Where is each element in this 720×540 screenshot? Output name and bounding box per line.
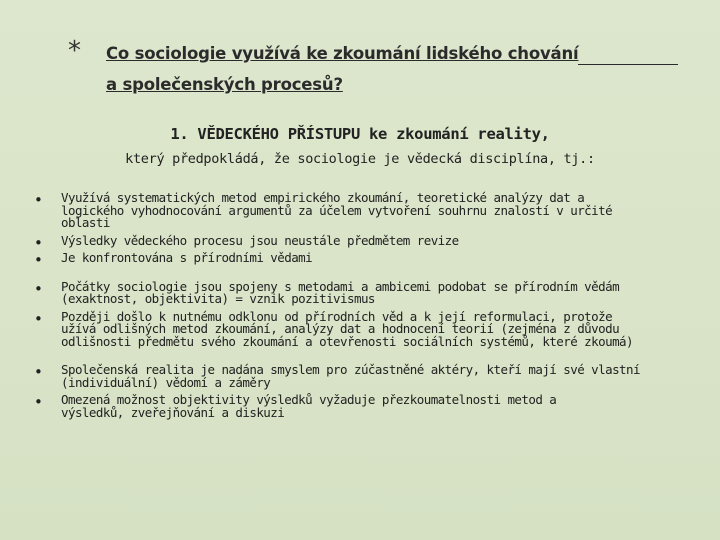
bullet-text-line: (exaktnost, objektivita) = vznik pozitivismus: [61, 291, 375, 306]
bullet-text-line: oblasti: [61, 215, 110, 230]
bullet-item: [34, 232, 714, 252]
bullet-text-line: Omezená možnost objektivity výsledků vyžaduje přezkoumatelnosti metod a: [61, 392, 557, 407]
bullet-group: [34, 190, 714, 269]
bullet-text-line: (individuální) vědomí a záměry: [61, 374, 271, 390]
bullet-item: [34, 308, 714, 349]
bullet-group: [34, 364, 714, 419]
title-underline-extension: [578, 64, 678, 65]
bullet-text-line: Počátky sociologie jsou spojeny s metodami a ambicemi podobat se přírodním vědám: [61, 278, 620, 294]
bullet-group: [34, 278, 714, 349]
bullet-item: [34, 192, 714, 230]
bullet-text-line: užívá odlišných metod zkoumání, analýzy dat a hodnocení teorií (zejména z důvodu: [61, 321, 620, 336]
bullet-icon: •: [34, 393, 43, 411]
slide-title-line-1: Co sociologie využívá ke zkoumání lidského chování: [106, 44, 579, 63]
bullet-text-line: Je konfrontována s přírodními vědami: [61, 250, 313, 265]
bullet-item: [34, 278, 714, 306]
bullet-icon: •: [34, 251, 43, 269]
bullet-text-line: Výsledky vědeckého procesu jsou neustále předmětem revize: [61, 232, 459, 248]
bullet-icon: •: [34, 233, 43, 252]
bullet-text-line: výsledků, zveřejňování a diskuzi: [61, 404, 285, 420]
bullet-item: [34, 394, 714, 419]
bullet-text-line: Společenská realita je nadána smyslem pro zúčastněné aktéry, kteří mají své vlastní: [61, 362, 640, 377]
bullet-icon: •: [34, 191, 43, 209]
bullet-icon: •: [34, 279, 43, 298]
bullet-text-line: Využívá systematických metod empirického zkoumání, teoretické analýzy dat a: [61, 190, 585, 205]
bullet-item: [34, 364, 714, 389]
bullet-item: [34, 250, 714, 269]
bullet-groups: [34, 192, 714, 435]
subheading-approach: 1. VĚDECKÉHO PŘÍSTUPU ke zkoumání reality,: [170, 125, 550, 143]
asterisk-icon: *: [68, 36, 81, 66]
bullet-text-line: odlišnosti předmětu svého zkoumání a otevřenosti sociálních systémů, které zkoumá): [61, 333, 634, 349]
bullet-icon: •: [34, 363, 43, 381]
bullet-icon: •: [34, 309, 43, 328]
bullet-text-line: Později došlo k nutnému odklonu od přírodních věd a k její reformulaci, protože: [61, 308, 613, 324]
subheading-description: který předpokládá, že sociologie je vědecká disciplína, tj.:: [125, 151, 595, 167]
slide-title-line-2: a společenských procesů?: [106, 75, 343, 94]
bullet-text-line: logického vyhodnocování argumentů za účelem vytvoření souhrnu znalostí v určité: [61, 202, 613, 218]
